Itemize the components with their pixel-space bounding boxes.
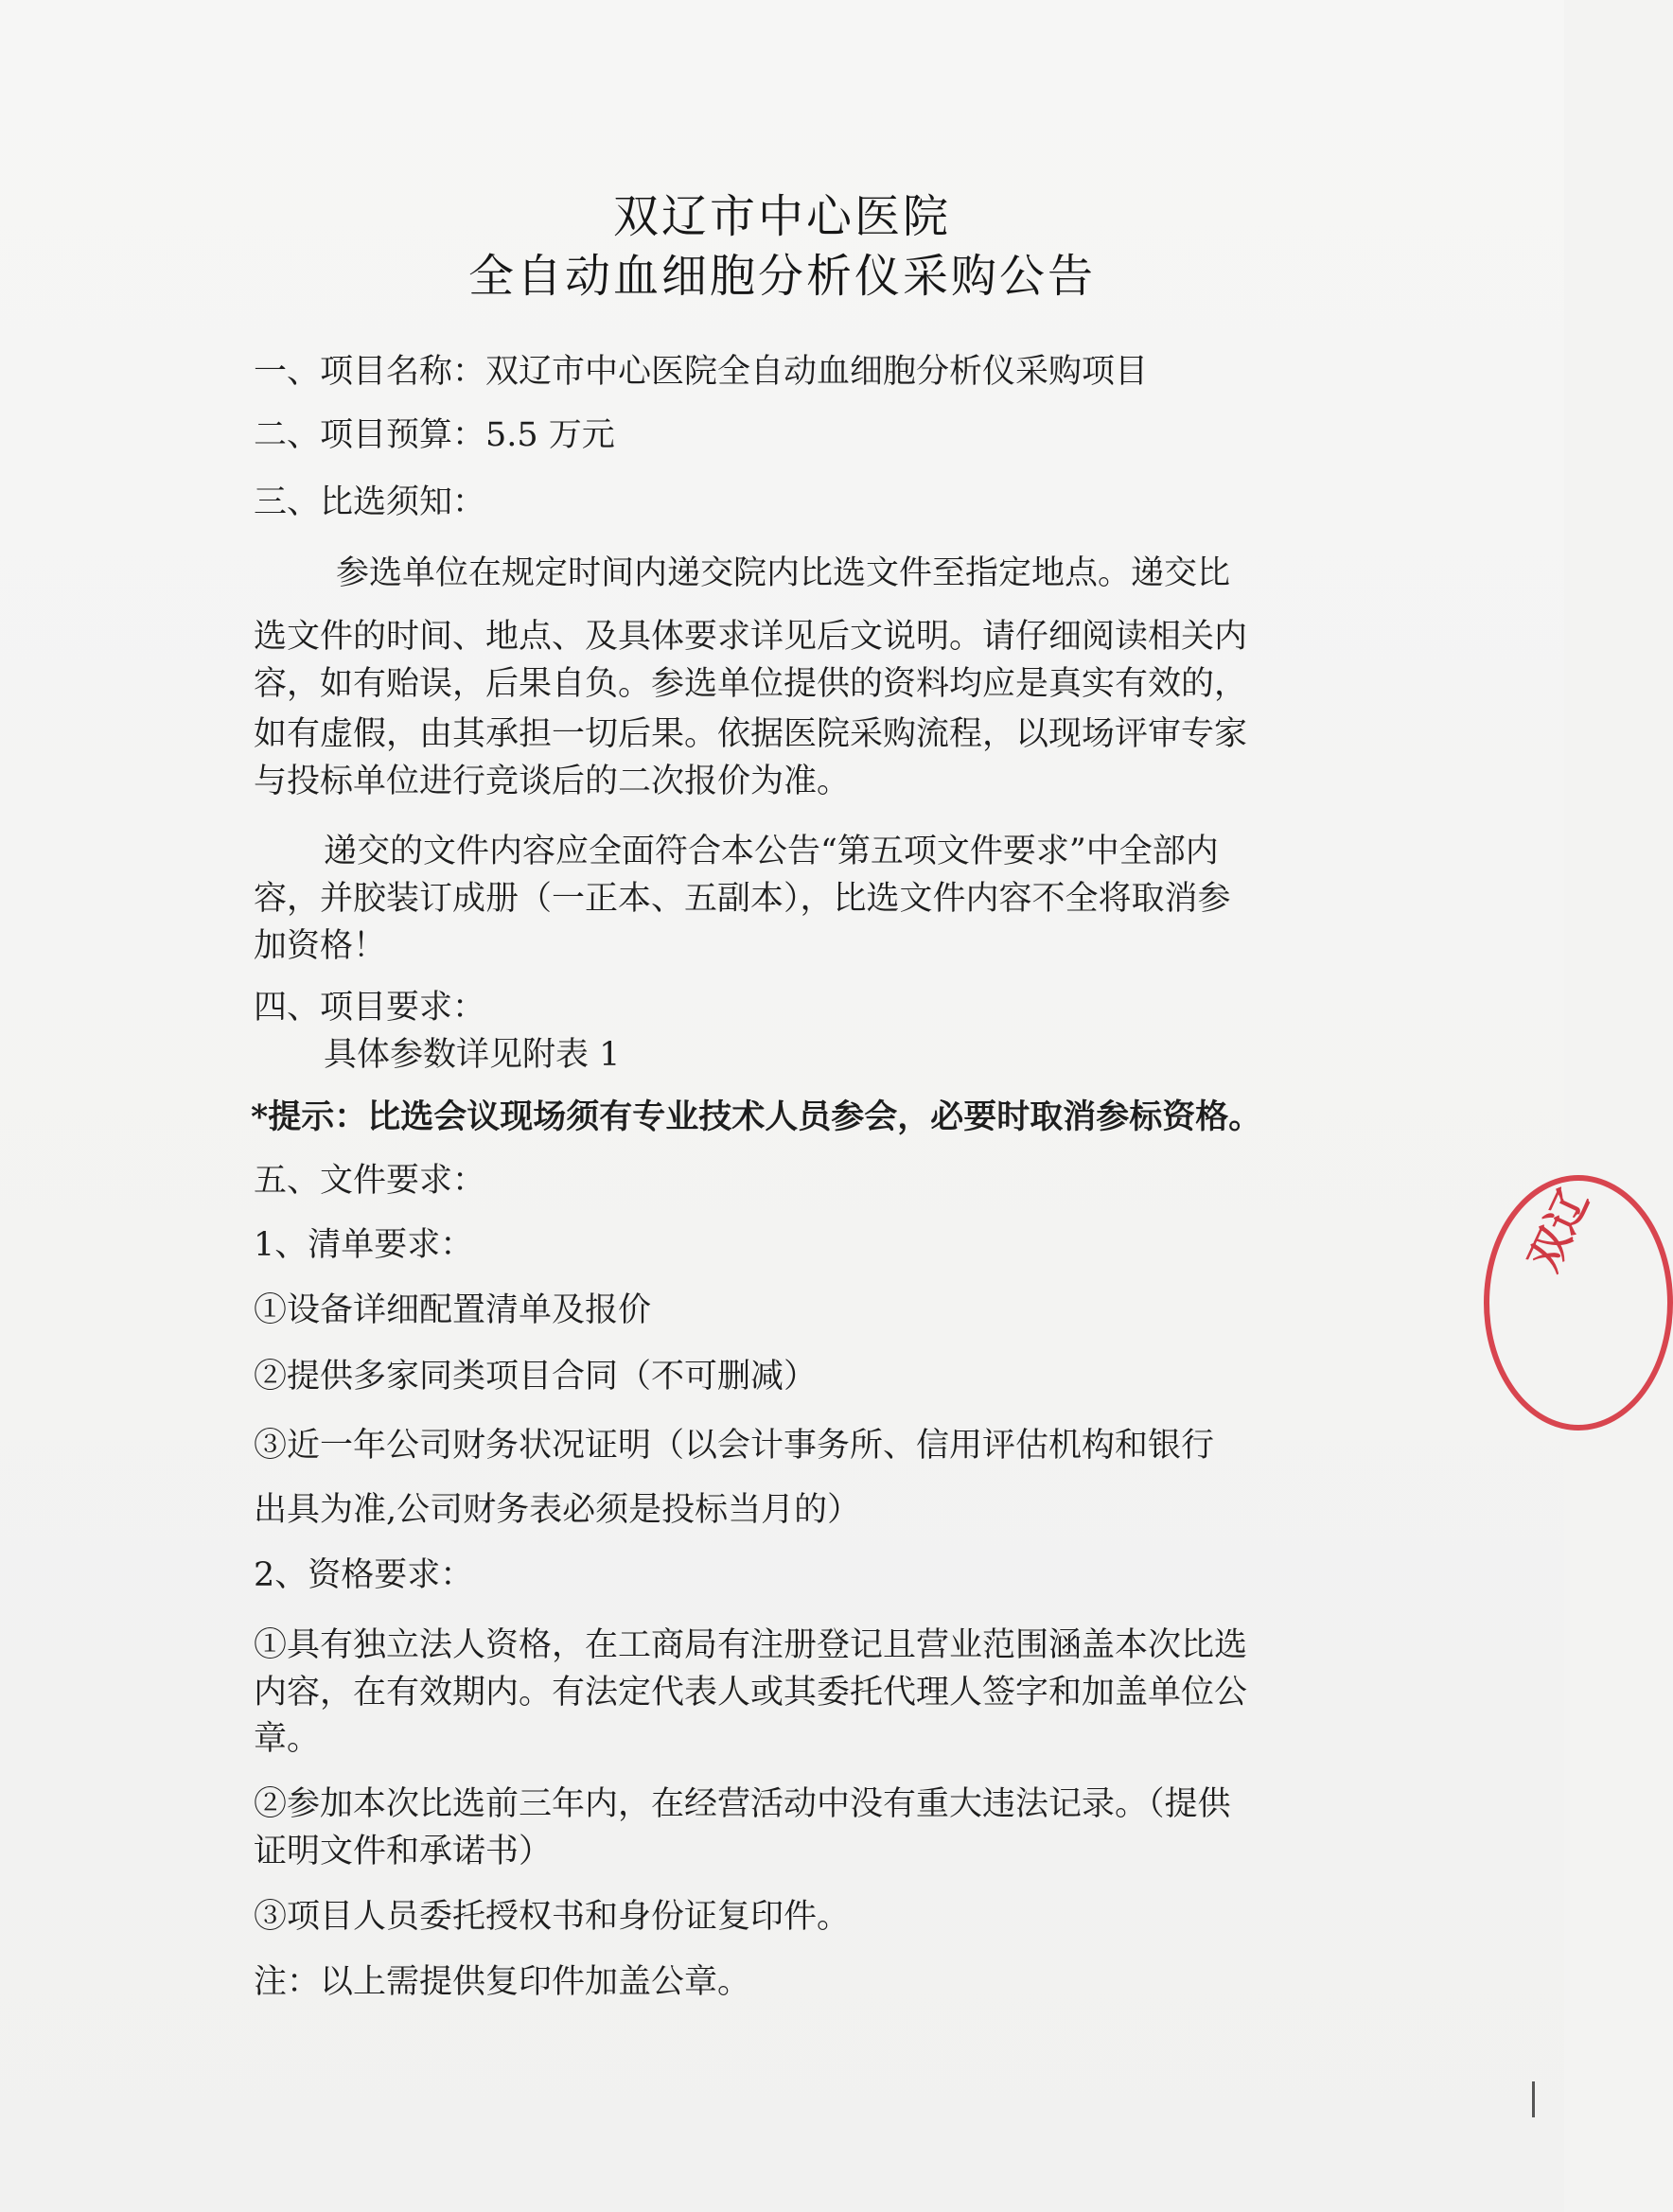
docs-heading: 五、文件要求： [254, 1162, 486, 1200]
qual-heading: 2、资格要求： [254, 1556, 474, 1594]
notice-heading: 三、比选须知： [254, 483, 486, 521]
notice-p2-line: 递交的文件内容应全面符合本公告“第五项文件要求”中全部内 [324, 833, 1219, 870]
requirements-heading: 四、项目要求： [254, 989, 486, 1027]
notice-p2-line: 容，并胶装订成册（一正本、五副本），比选文件内容不全将取消参 [254, 880, 1231, 918]
list-heading: 1、清单要求： [254, 1226, 474, 1264]
notice-p2-line: 加资格！ [254, 927, 387, 965]
qual-item: 章。 [254, 1720, 321, 1758]
budget-line: 二、项目预算：5.5 万元 [254, 416, 615, 454]
requirements-detail: 具体参数详见附表 1 [324, 1036, 621, 1074]
qual-item: ①具有独立法人资格，在工商局有注册登记且营业范围涵盖本次比选 [254, 1626, 1248, 1664]
notice-p1-line: 如有虚假，由其承担一切后果。依据医院采购流程，以现场评审专家 [254, 715, 1248, 753]
qual-item: ②参加本次比选前三年内，在经营活动中没有重大违法记录。（提供 [254, 1785, 1231, 1823]
list-item: ③近一年公司财务状况证明（以会计事务所、信用评估机构和银行 [254, 1427, 1215, 1465]
document-title-announcement: 全自动血细胞分析仪采购公告 [467, 250, 1096, 303]
qual-item: 证明文件和承诺书） [254, 1833, 553, 1870]
margin-mark [1532, 2081, 1535, 2117]
qual-item: 内容，在有效期内。有法定代表人或其委托代理人签字和加盖单位公 [254, 1674, 1248, 1712]
notice-p1-line: 容，如有贻误，后果自负。参选单位提供的资料均应是真实有效的， [254, 665, 1248, 703]
notice-p1-line: 选文件的时间、地点、及具体要求详见后文说明。请仔细阅读相关内 [254, 618, 1248, 656]
tip-line: *提示：比选会议现场须有专业技术人员参会，必要时取消参标资格。 [251, 1097, 1262, 1136]
seal-text: 双辽 [1519, 1182, 1599, 1279]
notice-p1-line: 与投标单位进行竞谈后的二次报价为准。 [254, 763, 851, 800]
notice-p1-line: 参选单位在规定时间内递交院内比选文件至指定地点。递交比 [336, 554, 1231, 592]
document-title-hospital: 双辽市中心医院 [612, 190, 951, 243]
project-name-line: 一、项目名称：双辽市中心医院全自动血细胞分析仪采购项目 [254, 353, 1149, 391]
list-item: 出具为准,公司财务表必须是投标当月的） [254, 1491, 861, 1529]
list-item: ①设备详细配置清单及报价 [254, 1291, 652, 1329]
list-item: ②提供多家同类项目合同（不可删减） [254, 1358, 818, 1396]
qual-item: ③项目人员委托授权书和身份证复印件。 [254, 1898, 851, 1936]
note-line: 注：以上需提供复印件加盖公章。 [254, 1963, 751, 2001]
